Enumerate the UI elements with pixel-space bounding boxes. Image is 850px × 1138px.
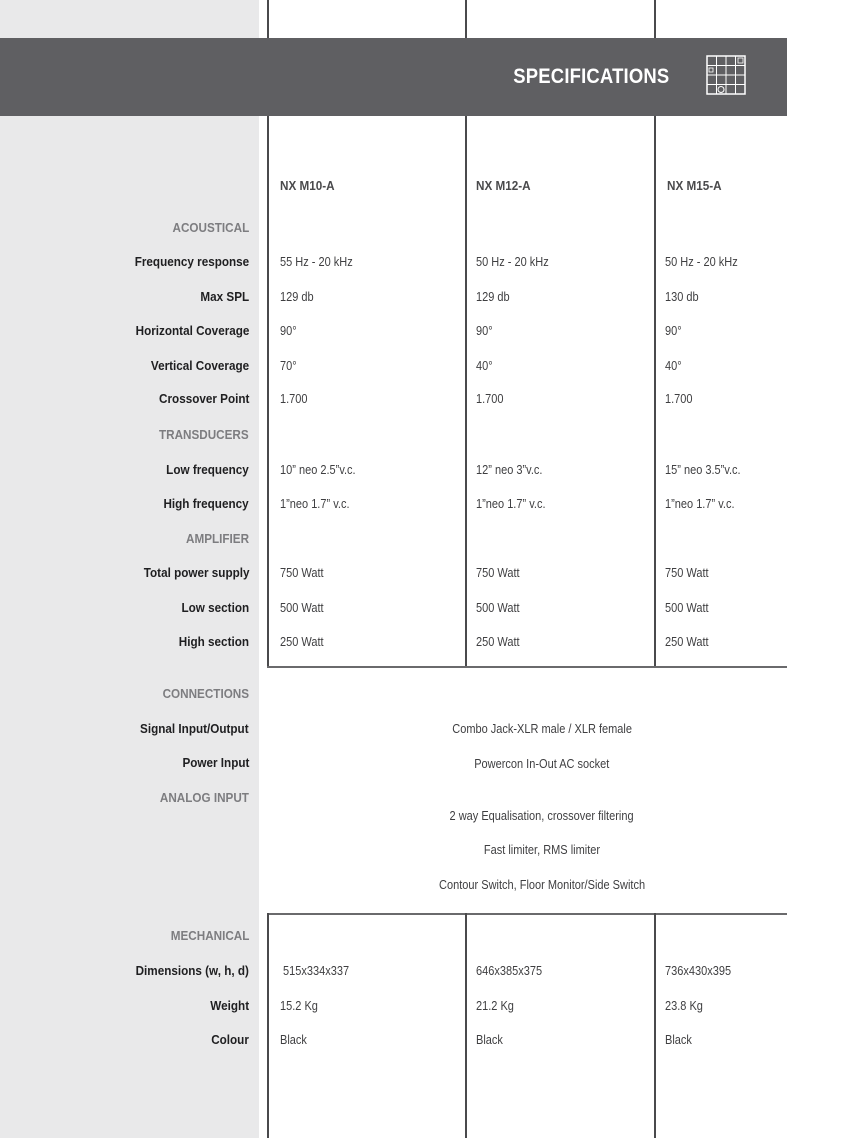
spec-value: Black — [476, 1033, 503, 1047]
spec-value: Black — [665, 1033, 692, 1047]
column-divider — [654, 116, 656, 668]
spec-value: 50 Hz - 20 kHz — [476, 255, 549, 269]
analog-feature — [270, 877, 814, 893]
row-label: Max SPL — [200, 289, 249, 304]
row-label: Crossover Point — [158, 391, 249, 406]
spec-value: 1.700 — [280, 392, 308, 406]
spec-value: 130 db — [665, 290, 699, 304]
spec-value: 500 Watt — [665, 601, 709, 615]
table-top-rule — [267, 913, 787, 915]
row-label: Low section — [181, 600, 249, 615]
row-label: Dimensions (w, h, d) — [135, 963, 249, 978]
spec-value: 1”neo 1.7” v.c. — [476, 497, 546, 511]
model-header: NX M15-A — [667, 178, 722, 193]
model-header: NX M12-A — [476, 178, 531, 193]
section-heading-mechanical: MECHANICAL — [170, 928, 249, 943]
section-heading-transducers: TRANSDUCERS — [159, 427, 249, 442]
spec-value: 250 Watt — [476, 635, 520, 649]
specifications-banner — [0, 38, 787, 116]
spec-value: 40° — [665, 359, 682, 373]
grid-icon — [706, 55, 746, 95]
spec-value: 90° — [280, 324, 297, 338]
row-label: Vertical Coverage — [150, 358, 249, 373]
section-heading-amplifier: AMPLIFIER — [185, 531, 249, 546]
spec-value: 1.700 — [665, 392, 693, 406]
spec-value: 1”neo 1.7” v.c. — [665, 497, 735, 511]
row-label: Colour — [211, 1032, 249, 1047]
spec-value: 70° — [280, 359, 297, 373]
row-label: Low frequency — [166, 462, 249, 477]
section-heading-acoustical: ACOUSTICAL — [172, 220, 249, 235]
spec-value: 129 db — [280, 290, 314, 304]
spec-value: 1”neo 1.7” v.c. — [280, 497, 350, 511]
column-divider — [654, 0, 656, 40]
row-label: Weight — [210, 998, 249, 1013]
analog-feature-text: Fast limiter, RMS limiter — [483, 843, 601, 857]
model-header: NX M10-A — [280, 178, 335, 193]
spec-value-text: Combo Jack-XLR male / XLR female — [452, 722, 632, 736]
analog-feature — [270, 842, 814, 858]
spec-value: 21.2 Kg — [476, 999, 514, 1013]
spec-value: 515x334x337 — [283, 964, 350, 978]
spec-value: 12” neo 3”v.c. — [476, 463, 543, 477]
spec-value: 750 Watt — [665, 566, 709, 580]
column-divider — [267, 913, 269, 1138]
spec-value-shared — [270, 756, 814, 772]
section-heading-analog-input: ANALOG INPUT — [159, 790, 249, 805]
spec-value: 250 Watt — [665, 635, 709, 649]
spec-value: 10” neo 2.5”v.c. — [280, 463, 356, 477]
column-divider — [267, 116, 269, 668]
column-divider — [465, 913, 467, 1138]
row-label: Frequency response — [134, 254, 249, 269]
spec-value: 646x385x375 — [476, 964, 543, 978]
column-divider — [267, 0, 269, 40]
spec-value: 736x430x395 — [665, 964, 732, 978]
spec-value: 750 Watt — [476, 566, 520, 580]
spec-value: 129 db — [476, 290, 510, 304]
analog-feature-text: Contour Switch, Floor Monitor/Side Switch — [438, 878, 646, 892]
spec-value: 15” neo 3.5”v.c. — [665, 463, 741, 477]
spec-value: 500 Watt — [280, 601, 324, 615]
spec-value: 40° — [476, 359, 493, 373]
spec-value-text: Powercon In-Out AC socket — [474, 757, 610, 771]
spec-value-shared — [270, 721, 814, 737]
spec-value: 15.2 Kg — [280, 999, 318, 1013]
spec-value: 250 Watt — [280, 635, 324, 649]
spec-value: 55 Hz - 20 kHz — [280, 255, 353, 269]
table-bottom-rule — [267, 666, 787, 668]
analog-feature-text: 2 way Equalisation, crossover filtering — [449, 809, 635, 823]
spec-value: 90° — [476, 324, 493, 338]
section-heading-connections: CONNECTIONS — [162, 686, 249, 701]
row-label: Signal Input/Output — [140, 721, 249, 736]
spec-value: 23.8 Kg — [665, 999, 703, 1013]
row-label: Total power supply — [143, 565, 249, 580]
spec-value: 50 Hz - 20 kHz — [665, 255, 738, 269]
row-label: High frequency — [163, 496, 249, 511]
analog-feature — [270, 808, 814, 824]
spec-value: 750 Watt — [280, 566, 324, 580]
page-title: SPECIFICATIONS — [512, 65, 669, 88]
column-divider — [465, 0, 467, 40]
spec-value: 90° — [665, 324, 682, 338]
row-label: High section — [178, 634, 249, 649]
row-label: Horizontal Coverage — [135, 323, 249, 338]
column-divider — [465, 116, 467, 668]
row-label: Power Input — [182, 755, 249, 770]
spec-value: 500 Watt — [476, 601, 520, 615]
spec-value: Black — [280, 1033, 307, 1047]
spec-value: 1.700 — [476, 392, 504, 406]
column-divider — [654, 913, 656, 1138]
